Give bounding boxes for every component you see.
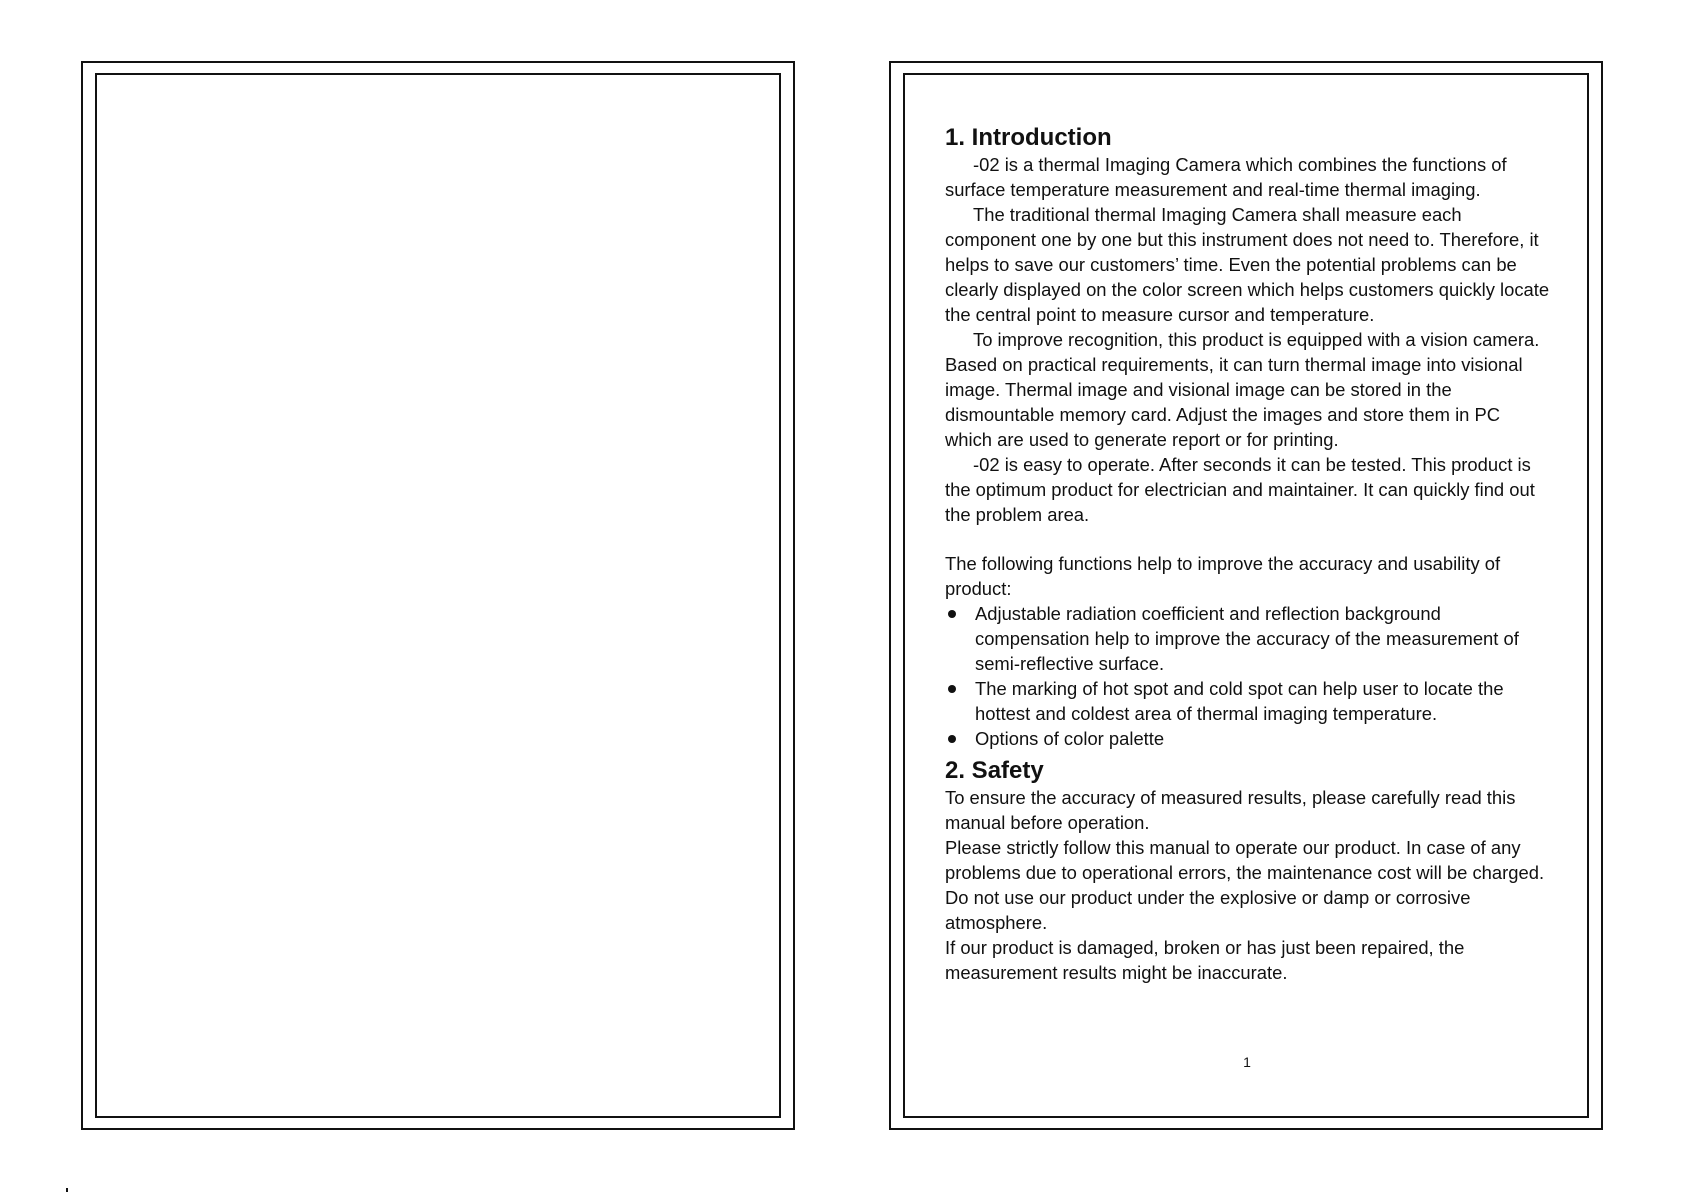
intro-paragraph-1: -02 is a thermal Imaging Camera which combines the functions of surface temperature measurement and real-time thermal imaging. bbox=[945, 154, 1507, 200]
functions-list bbox=[945, 601, 1551, 751]
page-number: 1 bbox=[1243, 1054, 1251, 1070]
bullet-icon bbox=[948, 735, 956, 743]
list-item bbox=[945, 726, 1551, 751]
list-item bbox=[945, 601, 1551, 676]
safety-paragraph-2: Please strictly follow this manual to operate our product. In case of any problems due to operational errors, the maintenance cost will be charged. bbox=[945, 837, 1545, 883]
safety-paragraph-4: If our product is damaged, broken or has just been repaired, the measurement results might be inaccurate. bbox=[945, 937, 1465, 983]
left-page-inner-border bbox=[95, 73, 781, 1118]
intro-paragraph-4: -02 is easy to operate. After seconds it can be tested. This product is the optimum product for electrician and maintainer. It can quickly find out the problem area. bbox=[945, 454, 1535, 525]
bullet-icon bbox=[948, 685, 956, 693]
introduction-heading: 1. Introduction bbox=[945, 124, 1112, 151]
intro-paragraph-2: The traditional thermal Imaging Camera shall measure each component one by one but this instrument does not need to. Therefore, it helps to save our customers’ time. Even the potential problems can be clearly displayed on the color screen which helps customers quickly locate the central point to measure cursor and temperature. bbox=[945, 204, 1550, 325]
manual-content bbox=[945, 124, 1551, 985]
list-item-text: Options of color palette bbox=[975, 728, 1165, 749]
functions-intro: The following functions help to improve the accuracy and usability of product: bbox=[945, 553, 1501, 599]
bullet-icon bbox=[948, 610, 956, 618]
safety-paragraph-1: To ensure the accuracy of measured results, please carefully read this manual before operation. bbox=[945, 787, 1516, 833]
list-item-text: Adjustable radiation coefficient and reflection background compensation help to improve the accuracy of the measurement of semi-reflective surface. bbox=[975, 603, 1519, 674]
list-item bbox=[945, 676, 1551, 726]
paragraph-spacer bbox=[945, 527, 1551, 551]
safety-paragraph-3: Do not use our product under the explosive or damp or corrosive atmosphere. bbox=[945, 887, 1471, 933]
safety-heading: 2. Safety bbox=[945, 757, 1044, 784]
left-page-frame bbox=[81, 61, 795, 1130]
scan-corner-mark bbox=[66, 1188, 68, 1192]
list-item-text: The marking of hot spot and cold spot can help user to locate the hottest and coldest area of thermal imaging temperature. bbox=[975, 678, 1504, 724]
intro-paragraph-3: To improve recognition, this product is equipped with a vision camera. Based on practical requirements, it can turn thermal image into visional image. Thermal image and visional image can be stored in the dismountable memory card. Adjust the images and store them in PC which are used to generate report or for printing. bbox=[945, 329, 1540, 450]
